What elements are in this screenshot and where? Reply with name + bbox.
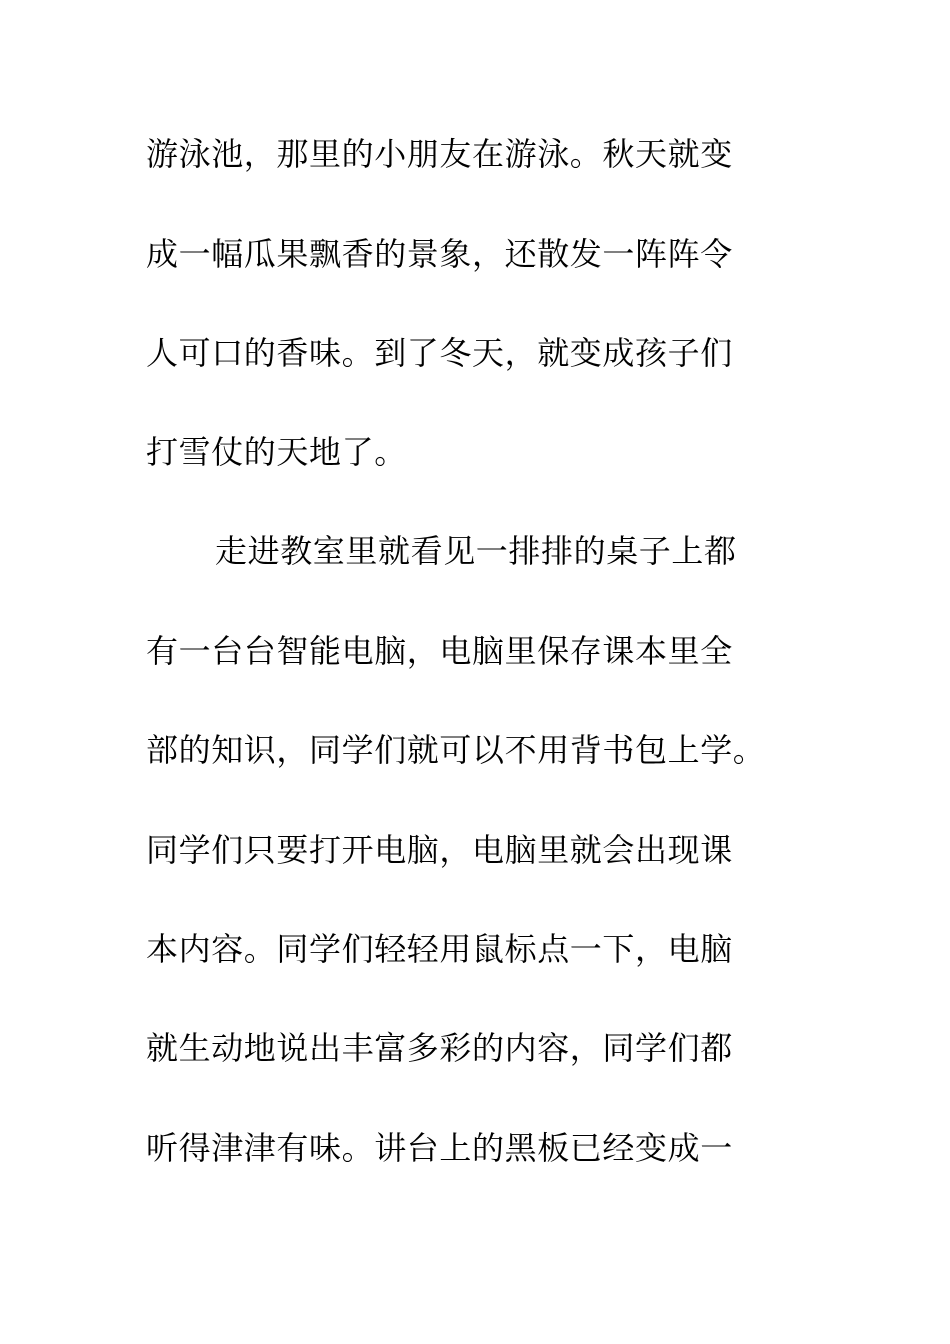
text-line: 听得津津有味。讲台上的黑板已经变成一 — [146, 1129, 733, 1167]
text-line: 成一幅瓜果飘香的景象，还散发一阵阵令 — [146, 235, 733, 273]
text-line: 部的知识，同学们就可以不用背书包上学。 — [146, 731, 766, 769]
text-line: 有一台台智能电脑，电脑里保存课本里全 — [146, 632, 733, 670]
text-line: 就生动地说出丰富多彩的内容，同学们都 — [146, 1029, 733, 1067]
paragraph-first-line: 走进教室里就看见一排排的桌子上都 — [215, 532, 737, 570]
text-line: 同学们只要打开电脑，电脑里就会出现课 — [146, 831, 733, 869]
text-line: 人可口的香味。到了冬天，就变成孩子们 — [146, 334, 733, 372]
text-line: 游泳池，那里的小朋友在游泳。秋天就变 — [146, 135, 733, 173]
text-line: 打雪仗的天地了。 — [146, 433, 407, 471]
text-line: 本内容。同学们轻轻用鼠标点一下，电脑 — [146, 930, 733, 968]
